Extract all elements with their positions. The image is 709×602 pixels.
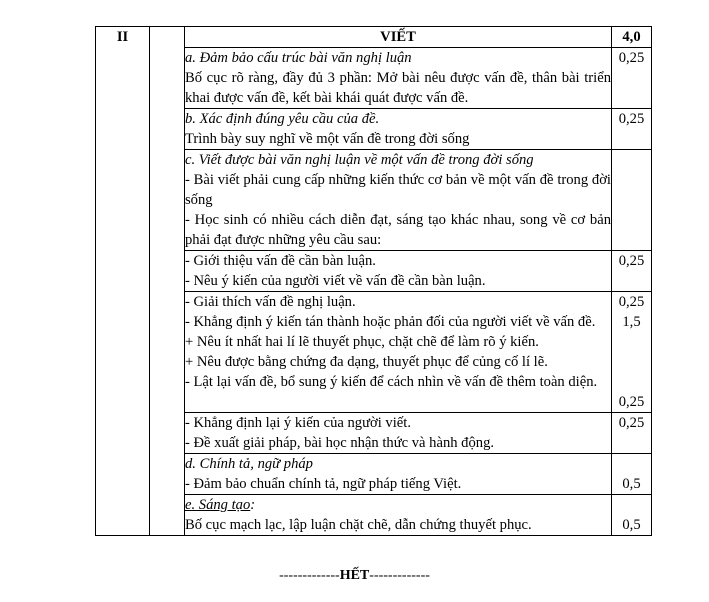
criterion-heading: d. Chính tả, ngữ pháp <box>185 456 313 472</box>
criterion-score <box>612 109 652 150</box>
end-dashes-right: ------------- <box>369 568 430 583</box>
criterion-score <box>612 454 652 495</box>
score-value <box>612 352 651 372</box>
score-value: 0,25 <box>618 415 645 431</box>
criterion-text: - Học sinh có nhiều cách diễn đạt, sáng tạo khác nhau, song về cơ bản phải đạt được những yêu cầu sau: <box>185 212 611 248</box>
end-marker <box>0 566 709 586</box>
criterion-heading: c. Viết được bài văn nghị luận về một vấn đề trong đời sống <box>185 152 534 168</box>
criterion-text: - Giải thích vấn đề nghị luận. <box>185 294 356 310</box>
criterion-content <box>185 454 612 495</box>
criterion-text: Trình bày suy nghĩ về một vấn đề trong đời sống <box>185 131 470 147</box>
criterion-text: - Nêu ý kiến của người viết về vấn đề cần bàn luận. <box>185 273 486 289</box>
criterion-text: - Đảm bảo chuẩn chính tả, ngữ pháp tiếng Việt. <box>185 476 462 492</box>
end-word: HẾT <box>339 568 370 583</box>
criterion-content <box>185 109 612 150</box>
criterion-content <box>185 251 612 292</box>
criterion-score <box>612 48 652 109</box>
score-value: 1,5 <box>622 314 641 330</box>
score-value: 0,25 <box>618 394 645 410</box>
criterion-text: - Khẳng định lại ý kiến của người viết. <box>185 415 411 431</box>
criterion-content <box>185 413 612 454</box>
criterion-score <box>612 413 652 454</box>
criterion-content <box>185 48 612 109</box>
criterion-content <box>185 150 612 251</box>
score-value: 0,5 <box>622 476 641 492</box>
criterion-text: + Nêu ít nhất hai lí lẽ thuyết phục, chặt chẽ để làm rõ ý kiến. <box>185 334 539 350</box>
score-value: 0,5 <box>622 517 641 533</box>
end-dashes-left: ------------- <box>279 568 340 583</box>
criterion-text: Bố cục mạch lạc, lập luận chặt chẽ, dẫn chứng thuyết phục. <box>185 517 532 533</box>
score-value: 0,25 <box>618 294 645 310</box>
criterion-text: - Lật lại vấn đề, bổ sung ý kiến để cách nhìn về vấn đề thêm toàn diện. <box>185 374 598 390</box>
criterion-heading: e. Sáng tạo: <box>185 497 256 513</box>
criterion-score <box>612 251 652 292</box>
score-value <box>612 372 651 392</box>
criterion-text: - Đề xuất giải pháp, bài học nhận thức và hành động. <box>185 435 495 451</box>
rubric-body <box>96 27 652 536</box>
criterion-score <box>612 495 652 536</box>
criterion-text: - Giới thiệu vấn đề cần bàn luận. <box>185 253 376 269</box>
question-number-column <box>150 27 185 536</box>
section-title: VIẾT <box>185 27 612 48</box>
criterion-content <box>185 495 612 536</box>
header-row <box>96 27 652 48</box>
criterion-heading: b. Xác định đúng yêu cầu của đề. <box>185 111 380 127</box>
section-number: II <box>96 27 150 536</box>
criterion-text: + Nêu được bằng chứng đa dạng, thuyết phục để củng cố lí lẽ. <box>185 354 548 370</box>
score-value: 0,25 <box>618 50 645 66</box>
score-value <box>612 454 651 474</box>
score-value <box>612 495 651 515</box>
criterion-text: - Khẳng định ý kiến tán thành hoặc phản đối của người viết về vấn đề. <box>185 314 596 330</box>
criterion-text: Bố cục rõ ràng, đầy đủ 3 phần: Mở bài nêu được vấn đề, thân bài triển khai được vấn đề, kết bài khái quát được vấn đề. <box>185 70 611 106</box>
grading-rubric-table <box>95 26 652 536</box>
score-value <box>612 332 651 352</box>
score-value: 0,25 <box>618 111 645 127</box>
section-total-score: 4,0 <box>612 27 652 48</box>
score-value: 0,25 <box>618 253 645 269</box>
criterion-heading: a. Đảm bảo cấu trúc bài văn nghị luận <box>185 50 412 66</box>
criterion-score <box>612 292 652 413</box>
criterion-score <box>612 150 652 251</box>
criterion-content <box>185 292 612 413</box>
criterion-text: - Bài viết phải cung cấp những kiến thức cơ bản về một vấn đề trong đời sống <box>185 172 611 208</box>
